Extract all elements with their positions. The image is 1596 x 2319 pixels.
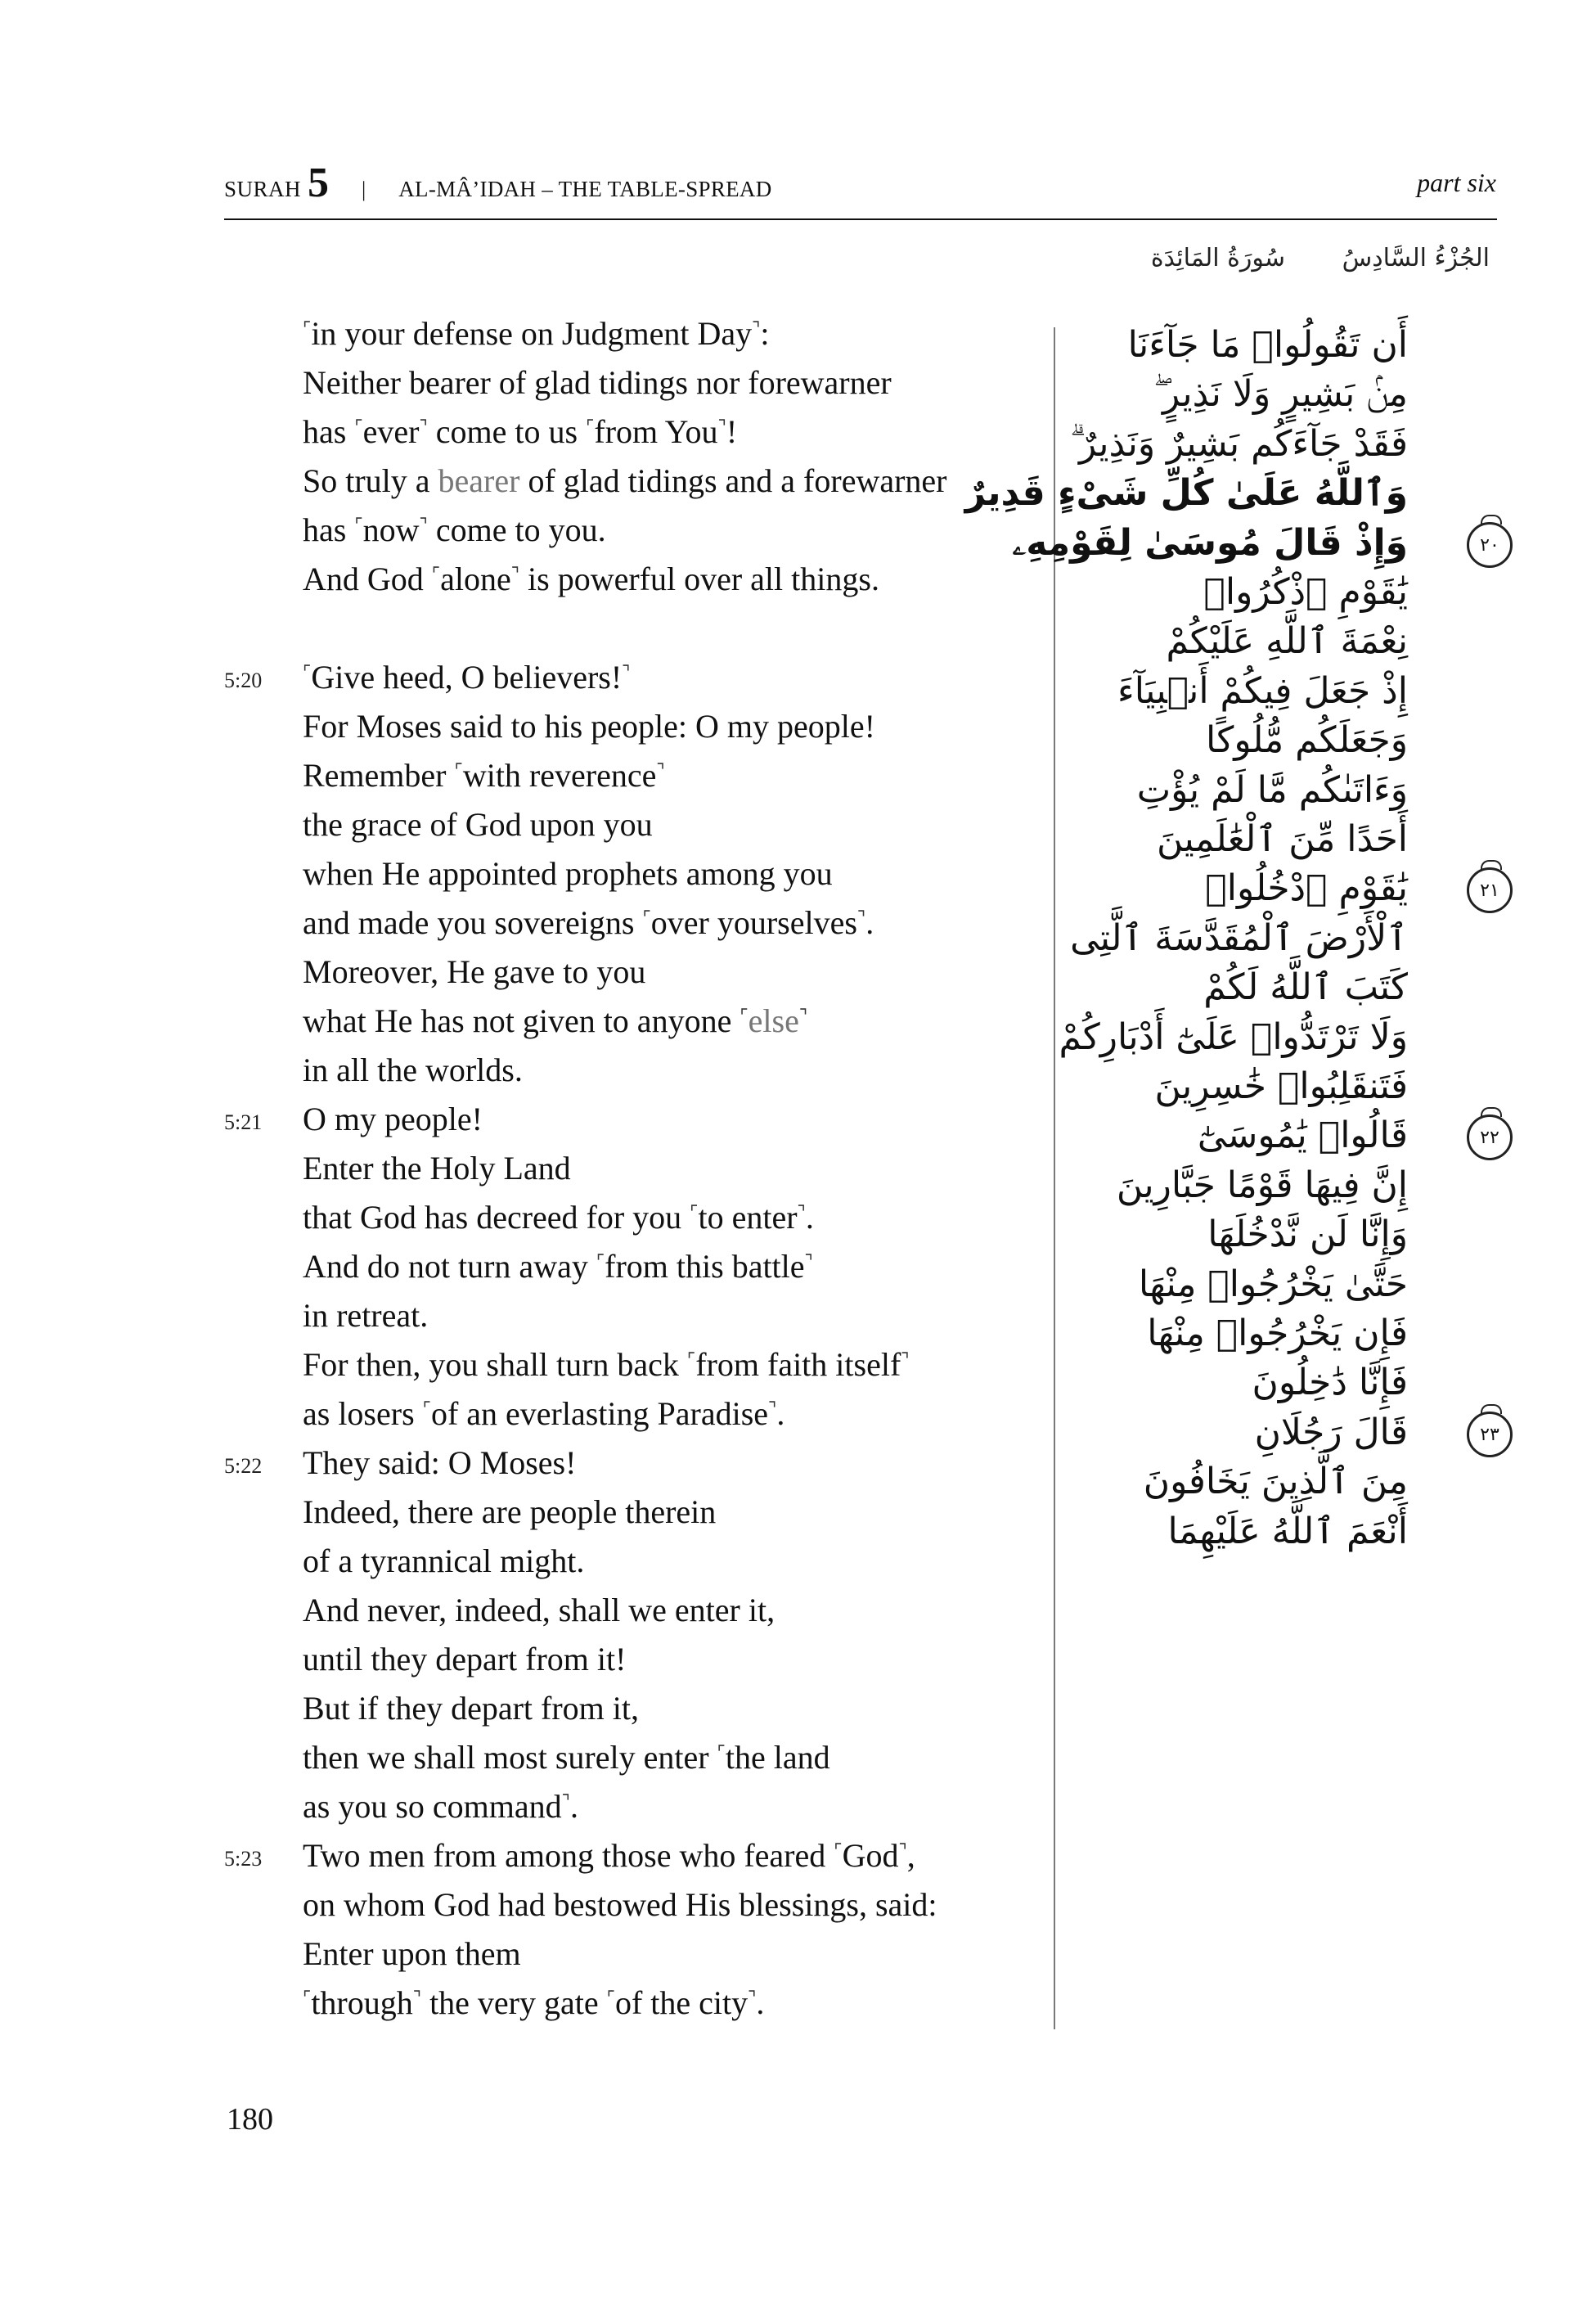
interpolation-bracket: ⌝ (856, 907, 866, 928)
interpolation-bracket: ⌜ (454, 760, 463, 781)
line-text: from faith itself (695, 1346, 901, 1383)
line-text: the grace of God upon you (303, 806, 653, 843)
line-text: is powerful over all things. (519, 561, 879, 597)
line-text: until they depart from it! (303, 1641, 627, 1677)
interpolation-bracket: ⌜ (586, 417, 595, 437)
line-text: come to you. (427, 511, 606, 548)
line-text: ! (726, 413, 738, 450)
interpolation-bracket: ⌝ (717, 417, 726, 437)
running-header (224, 162, 772, 211)
line-text: from this battle (605, 1248, 805, 1285)
interpolation-bracket: ⌜ (690, 1202, 699, 1223)
interpolation-bracket: ⌝ (622, 662, 631, 682)
interpolation-bracket: ⌜ (354, 417, 363, 437)
line-text: and made you sovereigns (303, 904, 643, 941)
line-text: of the city (614, 1984, 749, 2021)
translation-line (303, 1880, 937, 1929)
line-text: the very gate (421, 1984, 607, 2021)
line-text: over yourselves (650, 904, 857, 941)
header-rule (224, 218, 1497, 220)
arabic-line: وَءَاتَىٰكُم مَّا لَمْ يُؤْتِ (1136, 769, 1408, 811)
interpolation-bracket: ⌝ (901, 1349, 910, 1370)
line-text: . (865, 904, 874, 941)
interpolation-bracket: ⌜ (303, 318, 312, 339)
line-text: . (756, 1984, 765, 2021)
line-text: on whom God had bestowed His blessings, said: (303, 1886, 937, 1923)
translation-line (303, 751, 665, 800)
arabic-line: كَتَبَ ٱللَّهُ لَكُمْ (1203, 966, 1408, 1008)
translation-line (303, 457, 946, 506)
surah-title: AL-MÂ’IDAH – THE TABLE-SPREAD (398, 177, 772, 201)
line-text: And do not turn away (303, 1248, 596, 1285)
line-text: that God has decreed for you (303, 1199, 690, 1236)
header-separator: | (362, 178, 366, 201)
line-text: from You (594, 413, 718, 450)
interpolation-bracket: ⌝ (419, 515, 428, 535)
line-text: . (776, 1395, 785, 1432)
arabic-line: مِنَ ٱلَّذِينَ يَخَافُونَ (1143, 1461, 1408, 1502)
arabic-line: أَن تَقُولُوا۟ مَا جَآءَنَا (1127, 324, 1408, 366)
translation-line (303, 1291, 428, 1340)
interpolation-bracket: ⌝ (804, 1251, 813, 1272)
line-text: has (303, 413, 355, 450)
translation-line (303, 1684, 639, 1733)
line-text: of a tyrannical might. (303, 1542, 585, 1579)
verse-end-marker-icon (1467, 867, 1513, 913)
translation-line (303, 1586, 775, 1635)
translation-line (303, 309, 770, 358)
interpolation-bracket: ⌝ (752, 318, 761, 339)
arabic-line: فَتَنقَلِبُوا۟ خَٰسِرِينَ (1154, 1065, 1408, 1107)
line-text: They said: O Moses! (303, 1444, 577, 1481)
translation-line (303, 1537, 584, 1586)
arabic-line: ٱلْأَرْضَ ٱلْمُقَدَّسَةَ ٱلَّتِى (1070, 917, 1408, 959)
line-text: . (569, 1788, 578, 1825)
verse-end-marker-icon (1467, 1114, 1513, 1160)
line-text: So truly a (303, 462, 438, 499)
interpolation-bracket: ⌝ (561, 1791, 570, 1812)
line-text: when He appointed prophets among you (303, 855, 833, 892)
arabic-line: وَجَعَلَكُم مُّلُوكًا (1205, 719, 1408, 761)
arabic-line: وَلَا تَرْتَدُّوا۟ عَلَىٰٓ أَدْبَارِكُمْ (1059, 1016, 1408, 1058)
verse-end-marker-icon (1467, 1412, 1513, 1457)
arabic-line: إِنَّ فِيهَا قَوْمًا جَبَّارِينَ (1116, 1164, 1408, 1206)
line-text: in retreat. (303, 1297, 429, 1334)
line-text: For then, you shall turn back (303, 1346, 687, 1383)
arabic-line: أَنْعَمَ ٱللَّهُ عَلَيْهِمَا (1167, 1511, 1408, 1552)
line-text: Give heed, O believers! (311, 659, 623, 696)
line-text: what He has not given to anyone (303, 1002, 740, 1039)
translation-line (303, 653, 630, 702)
arabic-line: وَٱللَّهُ عَلَىٰ كُلِّ شَىْءٍ قَدِيرٌ (964, 472, 1408, 514)
line-text: Enter upon them (303, 1935, 521, 1972)
arabic-line: قَالَ رَجُلَانِ (1254, 1412, 1408, 1453)
arabic-line: قَالُوا۟ يَٰمُوسَىٰٓ (1197, 1114, 1408, 1156)
line-text: But if they depart from it, (303, 1690, 640, 1727)
translation-line (303, 997, 807, 1046)
arabic-line: مِنۢ بَشِيرٍ وَلَا نَذِيرٍ ۖ (1153, 373, 1408, 415)
verse-marker-number: ٢١ (1480, 880, 1499, 901)
verse-number: 5:21 (224, 1110, 263, 1134)
translation-line (303, 800, 653, 849)
interpolation-bracket: ⌝ (656, 760, 665, 781)
line-text: with reverence (462, 757, 657, 794)
surah-number: 5 (308, 160, 330, 206)
interpolation-bracket: ⌜ (686, 1349, 696, 1370)
line-text: Remember (303, 757, 455, 794)
translation-line (303, 1782, 578, 1831)
line-text: in all the worlds. (303, 1051, 523, 1088)
line-text: : (760, 315, 770, 352)
verse-number: 5:20 (224, 669, 263, 692)
part-label: part six (1417, 168, 1496, 197)
line-text: of glad tidings and a forewarner (519, 462, 947, 499)
translation-line (303, 948, 645, 997)
translation-line (303, 555, 879, 604)
interpolation-bracket: ⌜ (303, 1988, 312, 2008)
line-text: of an everlasting Paradise (430, 1395, 769, 1432)
line-text: as you so command (303, 1788, 562, 1825)
interpolation-bracket: ⌜ (740, 1006, 749, 1026)
translation-line (303, 898, 874, 948)
interpolation-bracket: ⌝ (768, 1398, 777, 1419)
line-text: as losers (303, 1395, 423, 1432)
arabic-line: يَٰقَوْمِ ٱذْكُرُوا۟ (1203, 571, 1408, 613)
arabic-line: حَتَّىٰ يَخْرُجُوا۟ مِنْهَا (1138, 1263, 1408, 1305)
interpolation-bracket: ⌝ (748, 1988, 757, 2008)
line-text: has (303, 511, 355, 548)
line-text: the land (725, 1739, 830, 1776)
line-text: For Moses said to his people: O my people! (303, 708, 875, 745)
column-divider (1054, 327, 1055, 2029)
arabic-line: أَحَدًا مِّنَ ٱلْعَٰلَمِينَ (1157, 818, 1408, 860)
verse-marker-number: ٢٣ (1480, 1424, 1499, 1445)
arabic-line: فَإِنَّا دَٰخِلُونَ (1252, 1362, 1408, 1403)
arabic-line: فَإِن يَخْرُجُوا۟ مِنْهَا (1147, 1313, 1408, 1354)
interpolation-bracket: ⌝ (898, 1840, 907, 1861)
translation-line (303, 1193, 814, 1242)
translation-line (303, 408, 737, 457)
verse-number: 5:23 (224, 1847, 263, 1871)
translation-line (303, 1389, 785, 1439)
interpolation-bracket: ⌜ (303, 662, 312, 682)
arabic-line: وَإِذْ قَالَ مُوسَىٰ لِقَوْمِهِۦ (1012, 522, 1408, 564)
line-text: in your defense on Judgment Day (311, 315, 753, 352)
translation-line (303, 1831, 915, 1880)
interpolation-bracket: ⌜ (431, 564, 441, 584)
line-text: Enter the Holy Land (303, 1150, 571, 1187)
translation-line (303, 506, 606, 555)
translation-line (303, 1144, 571, 1193)
translation-line (303, 1929, 521, 1979)
verse-number: 5:22 (224, 1454, 263, 1478)
line-text: come to us (427, 413, 587, 450)
faded-text: else (748, 1002, 799, 1039)
translation-line (303, 702, 875, 751)
translation-line (303, 1439, 576, 1488)
translation-line (303, 358, 892, 408)
translation-line (303, 1635, 626, 1684)
interpolation-bracket: ⌜ (606, 1988, 615, 2008)
line-text: now (362, 511, 420, 548)
line-text: And God (303, 561, 432, 597)
arabic-line: يَٰقَوْمِ ٱدْخُلُوا۟ (1205, 867, 1408, 909)
line-text: ever (362, 413, 420, 450)
line-text: O my people! (303, 1101, 483, 1137)
translation-line (303, 1488, 716, 1537)
line-text: alone (440, 561, 511, 597)
interpolation-bracket: ⌝ (510, 564, 520, 584)
line-text: then we shall most surely enter (303, 1739, 717, 1776)
verse-marker-number: ٢٢ (1480, 1127, 1499, 1148)
verse-end-marker-icon (1467, 522, 1513, 568)
line-text: Moreover, He gave to you (303, 953, 646, 990)
interpolation-bracket: ⌜ (834, 1840, 843, 1861)
page-number: 180 (227, 2102, 273, 2137)
line-text: Neither bearer of glad tidings nor forewarner (303, 364, 892, 401)
arabic-line: وَإِنَّا لَن نَّدْخُلَهَا (1207, 1214, 1408, 1255)
interpolation-bracket: ⌜ (596, 1251, 605, 1272)
translation-line (303, 1979, 764, 2028)
line-text: God (842, 1837, 899, 1874)
faded-text: bearer (438, 462, 520, 499)
arabic-juz-label: الجُزْءُ السَّادِسُ (1342, 244, 1490, 272)
line-text: , (906, 1837, 915, 1874)
translation-line (303, 1733, 830, 1782)
interpolation-bracket: ⌜ (422, 1398, 431, 1419)
interpolation-bracket: ⌝ (419, 417, 428, 437)
verse-marker-number: ٢٠ (1480, 534, 1499, 556)
arabic-line: نِعْمَةَ ٱللَّهِ عَلَيْكُمْ (1166, 620, 1408, 662)
surah-label: SURAH (224, 177, 302, 201)
translation-line (303, 1046, 523, 1095)
interpolation-bracket: ⌜ (354, 515, 363, 535)
translation-line (303, 1340, 910, 1389)
interpolation-bracket: ⌜ (717, 1742, 726, 1763)
translation-line (303, 1242, 813, 1291)
interpolation-bracket: ⌜ (642, 907, 651, 928)
line-text: through (311, 1984, 413, 2021)
arabic-line: إِذْ جَعَلَ فِيكُمْ أَنۢبِيَآءَ (1117, 670, 1408, 712)
translation-line (303, 849, 833, 898)
line-text: Two men from among those who feared (303, 1837, 834, 1874)
arabic-line: فَقَدْ جَآءَكُم بَشِيرٌ وَنَذِيرٌ ۗ (1069, 423, 1408, 465)
interpolation-bracket: ⌝ (798, 1006, 808, 1026)
line-text: . (805, 1199, 814, 1236)
interpolation-bracket: ⌝ (797, 1202, 806, 1223)
line-text: Indeed, there are people therein (303, 1493, 717, 1530)
interpolation-bracket: ⌝ (412, 1988, 422, 2008)
line-text: to enter (698, 1199, 798, 1236)
translation-line (303, 1095, 483, 1144)
line-text: And never, indeed, shall we enter it, (303, 1592, 776, 1628)
arabic-surah-label: سُورَةُ المَائِدَة (1150, 244, 1285, 272)
